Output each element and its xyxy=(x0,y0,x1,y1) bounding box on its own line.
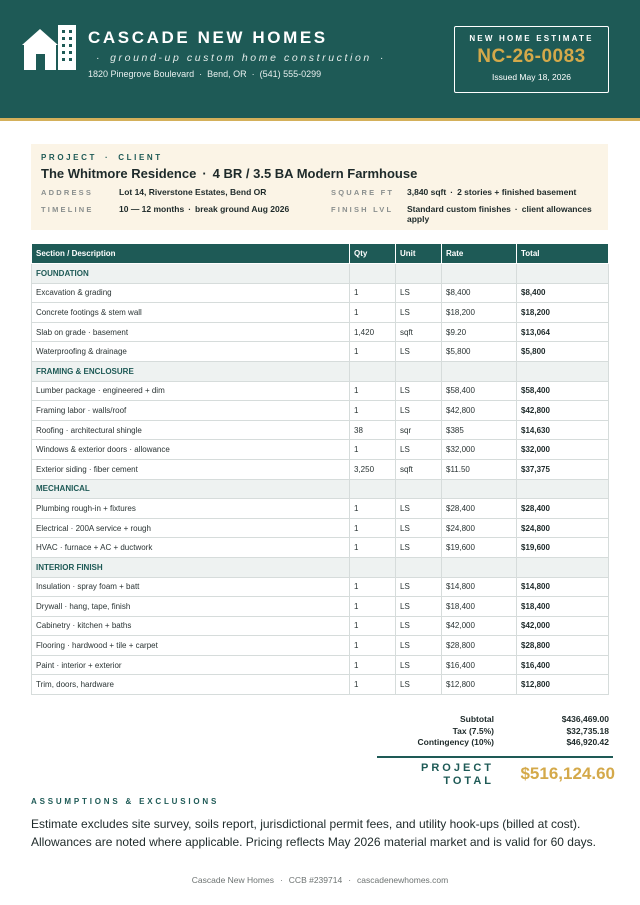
section-empty-cell xyxy=(517,479,609,499)
cell-qty: 1 xyxy=(350,342,396,362)
section-empty-cell xyxy=(517,264,609,284)
cell-rate: $9.20 xyxy=(442,322,517,342)
cell-rate: $32,000 xyxy=(442,440,517,460)
cell-total: $13,064 xyxy=(517,322,609,342)
contingency-row xyxy=(380,737,609,749)
table-row xyxy=(32,655,609,675)
header-band xyxy=(0,0,640,118)
cell-unit: LS xyxy=(396,440,442,460)
house-tower-icon xyxy=(22,25,76,70)
cell-unit: LS xyxy=(396,616,442,636)
table-row xyxy=(32,322,609,342)
cell-qty: 1 xyxy=(350,381,396,401)
section-empty-cell xyxy=(442,479,517,499)
cell-unit: LS xyxy=(396,636,442,656)
cell-description: Electrical · 200A service + rough xyxy=(32,518,350,538)
section-title: FRAMING & ENCLOSURE xyxy=(32,361,350,381)
section-row xyxy=(32,361,609,381)
table-row xyxy=(32,538,609,558)
cell-description: Concrete footings & stem wall xyxy=(32,303,350,323)
cell-description: Paint · interior + exterior xyxy=(32,655,350,675)
section-empty-cell xyxy=(396,479,442,499)
subtotal-label: Subtotal xyxy=(460,714,494,724)
cell-total: $14,800 xyxy=(517,577,609,597)
table-row xyxy=(32,675,609,695)
table-row xyxy=(32,381,609,401)
cell-rate: $5,800 xyxy=(442,342,517,362)
cell-rate: $14,800 xyxy=(442,577,517,597)
cell-unit: sqft xyxy=(396,459,442,479)
cell-total: $42,800 xyxy=(517,401,609,421)
cell-description: HVAC · furnace + AC + ductwork xyxy=(32,538,350,558)
section-empty-cell xyxy=(350,557,396,577)
cell-unit: LS xyxy=(396,538,442,558)
cell-qty: 1 xyxy=(350,283,396,303)
table-row xyxy=(32,636,609,656)
section-empty-cell xyxy=(350,264,396,284)
cost-summary xyxy=(380,714,609,749)
company-tagline: · ground-up custom home construction · xyxy=(96,52,386,64)
cell-rate: $11.50 xyxy=(442,459,517,479)
cell-unit: LS xyxy=(396,303,442,323)
assumptions-heading: ASSUMPTIONS & EXCLUSIONS xyxy=(31,797,220,806)
cell-total: $18,400 xyxy=(517,597,609,617)
table-row xyxy=(32,499,609,519)
table-row xyxy=(32,597,609,617)
cell-total: $24,800 xyxy=(517,518,609,538)
footer: Cascade New Homes · CCB #239714 · cascadenewhomes.com xyxy=(191,875,449,885)
table-row xyxy=(32,518,609,538)
cell-rate: $385 xyxy=(442,420,517,440)
section-empty-cell xyxy=(350,361,396,381)
cell-total: $42,000 xyxy=(517,616,609,636)
tax-row xyxy=(380,726,609,738)
section-empty-cell xyxy=(442,361,517,381)
timeline-value: 10 — 12 months · break ground Aug 2026 xyxy=(119,204,290,214)
cell-rate: $8,400 xyxy=(442,283,517,303)
cell-qty: 1,420 xyxy=(350,322,396,342)
cell-unit: LS xyxy=(396,342,442,362)
cell-description: Drywall · hang, tape, finish xyxy=(32,597,350,617)
table-row xyxy=(32,616,609,636)
column-header-qty: Qty xyxy=(350,244,396,264)
cell-unit: LS xyxy=(396,577,442,597)
cell-unit: sqft xyxy=(396,322,442,342)
cell-description: Windows & exterior doors · allowance xyxy=(32,440,350,460)
cell-rate: $19,600 xyxy=(442,538,517,558)
column-header-unit: Unit xyxy=(396,244,442,264)
cell-description: Framing labor · walls/roof xyxy=(32,401,350,421)
section-empty-cell xyxy=(396,557,442,577)
cell-qty: 3,250 xyxy=(350,459,396,479)
table-header-row xyxy=(32,244,609,264)
section-empty-cell xyxy=(350,479,396,499)
assumptions-text: Estimate excludes site survey, soils report, jurisdictional permit fees, and utility hook-ups (billed at cost). Allowances are noted where applicable. Pricing reflects May 2026 material market and is valid for 60 days. xyxy=(31,817,596,849)
estimate-number: NC-26-0083 xyxy=(477,46,586,67)
cell-total: $12,800 xyxy=(517,675,609,695)
project-kicker: PROJECT · CLIENT xyxy=(41,153,163,162)
finish-level-value: Standard custom finishes · client allowances apply xyxy=(407,204,592,224)
cell-description: Plumbing rough-in + fixtures xyxy=(32,499,350,519)
section-row xyxy=(32,557,609,577)
cell-total: $8,400 xyxy=(517,283,609,303)
cell-unit: LS xyxy=(396,401,442,421)
estimate-issued-date: Issued May 18, 2026 xyxy=(492,72,571,82)
cell-total: $37,375 xyxy=(517,459,609,479)
cell-description: Waterproofing & drainage xyxy=(32,342,350,362)
address-label: ADDRESS xyxy=(41,188,94,197)
cell-qty: 1 xyxy=(350,655,396,675)
cell-rate: $28,400 xyxy=(442,499,517,519)
cell-qty: 1 xyxy=(350,597,396,617)
estimate-label: NEW HOME ESTIMATE xyxy=(469,34,594,43)
cell-unit: LS xyxy=(396,675,442,695)
subtotal-value: $436,469.00 xyxy=(561,714,609,724)
project-title: The Whitmore Residence · 4 BR / 3.5 BA Modern Farmhouse xyxy=(41,166,418,181)
cell-rate: $24,800 xyxy=(442,518,517,538)
cell-unit: sqr xyxy=(396,420,442,440)
cell-rate: $58,400 xyxy=(442,381,517,401)
cell-description: Exterior siding · fiber cement xyxy=(32,459,350,479)
cell-description: Cabinetry · kitchen + baths xyxy=(32,616,350,636)
section-empty-cell xyxy=(396,361,442,381)
table-row xyxy=(32,342,609,362)
cell-total: $5,800 xyxy=(517,342,609,362)
section-title: MECHANICAL xyxy=(32,479,350,499)
estimate-box xyxy=(454,26,609,93)
subtotal-row xyxy=(380,714,609,726)
table-row xyxy=(32,420,609,440)
table-row xyxy=(32,440,609,460)
cell-total: $28,400 xyxy=(517,499,609,519)
cell-rate: $42,800 xyxy=(442,401,517,421)
cell-rate: $18,200 xyxy=(442,303,517,323)
address-value: Lot 14, Riverstone Estates, Bend OR xyxy=(119,187,267,197)
header-accent-rule xyxy=(0,118,640,121)
table-row xyxy=(32,577,609,597)
cell-qty: 1 xyxy=(350,675,396,695)
company-name: CASCADE NEW HOMES xyxy=(88,28,328,47)
cell-description: Flooring · hardwood + tile + carpet xyxy=(32,636,350,656)
table-row xyxy=(32,459,609,479)
section-row xyxy=(32,479,609,499)
project-total-value: $516,124.60 xyxy=(520,764,615,783)
project-total-label: PROJECT TOTAL xyxy=(421,762,494,787)
cell-unit: LS xyxy=(396,518,442,538)
column-header-total: Total xyxy=(517,244,609,264)
sqft-label: SQUARE FT xyxy=(331,188,395,197)
cell-description: Lumber package · engineered + dim xyxy=(32,381,350,401)
cell-qty: 1 xyxy=(350,440,396,460)
column-header-rate: Rate xyxy=(442,244,517,264)
cell-rate: $42,000 xyxy=(442,616,517,636)
tax-label: Tax (7.5%) xyxy=(452,725,494,736)
cell-rate: $12,800 xyxy=(442,675,517,695)
section-row xyxy=(32,264,609,284)
project-panel xyxy=(31,144,608,230)
cell-rate: $18,400 xyxy=(442,597,517,617)
cell-qty: 1 xyxy=(350,577,396,597)
cell-qty: 1 xyxy=(350,616,396,636)
cell-qty: 1 xyxy=(350,636,396,656)
cell-qty: 1 xyxy=(350,518,396,538)
cell-rate: $28,800 xyxy=(442,636,517,656)
contingency-value: $46,920.42 xyxy=(566,737,609,747)
cell-qty: 1 xyxy=(350,303,396,323)
company-address: 1820 Pinegrove Boulevard · Bend, OR · (541) 555-0299 xyxy=(88,69,322,79)
sqft-value: 3,840 sqft · 2 stories + finished basement xyxy=(407,187,577,197)
cell-total: $32,000 xyxy=(517,440,609,460)
table-row xyxy=(32,303,609,323)
cell-qty: 1 xyxy=(350,499,396,519)
cell-qty: 1 xyxy=(350,538,396,558)
cell-total: $18,200 xyxy=(517,303,609,323)
cell-total: $28,800 xyxy=(517,636,609,656)
tax-value: $32,735.18 xyxy=(566,725,609,736)
cell-qty: 1 xyxy=(350,401,396,421)
cell-description: Roofing · architectural shingle xyxy=(32,420,350,440)
finish-level-label: FINISH LVL xyxy=(331,205,394,214)
cell-description: Slab on grade · basement xyxy=(32,322,350,342)
cell-unit: LS xyxy=(396,597,442,617)
cell-unit: LS xyxy=(396,499,442,519)
table-row xyxy=(32,401,609,421)
cell-unit: LS xyxy=(396,283,442,303)
cell-description: Insulation · spray foam + batt xyxy=(32,577,350,597)
section-empty-cell xyxy=(517,557,609,577)
cell-description: Trim, doors, hardware xyxy=(32,675,350,695)
section-empty-cell xyxy=(517,361,609,381)
cell-description: Excavation & grading xyxy=(32,283,350,303)
table-row xyxy=(32,283,609,303)
line-items-table xyxy=(31,243,609,695)
cell-qty: 38 xyxy=(350,420,396,440)
column-header-description: Section / Description xyxy=(32,244,350,264)
section-title: INTERIOR FINISH xyxy=(32,557,350,577)
cell-total: $16,400 xyxy=(517,655,609,675)
cell-unit: LS xyxy=(396,655,442,675)
cell-total: $19,600 xyxy=(517,538,609,558)
cell-total: $14,630 xyxy=(517,420,609,440)
cell-unit: LS xyxy=(396,381,442,401)
total-divider xyxy=(377,756,613,758)
section-empty-cell xyxy=(442,557,517,577)
cell-rate: $16,400 xyxy=(442,655,517,675)
section-empty-cell xyxy=(396,264,442,284)
timeline-label: TIMELINE xyxy=(41,205,94,214)
section-title: FOUNDATION xyxy=(32,264,350,284)
section-empty-cell xyxy=(442,264,517,284)
cell-total: $58,400 xyxy=(517,381,609,401)
contingency-label: Contingency (10%) xyxy=(417,737,494,747)
